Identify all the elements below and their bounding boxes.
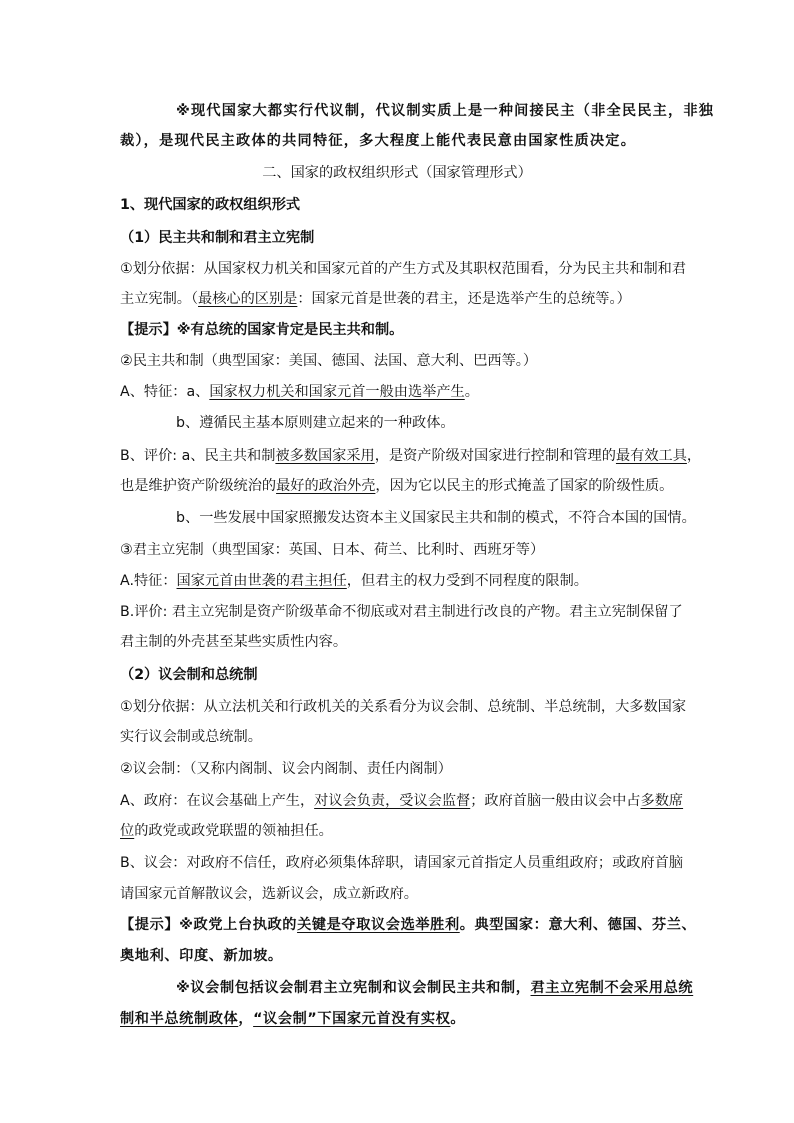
para-parliament-line2: 请国家元首解散议会，选新议会，成立新政府。	[120, 886, 418, 902]
para-republic-eval-line2	[120, 476, 680, 496]
text-segment: A、特征：a、	[120, 384, 210, 400]
para-republic-eval-b: b、一些发展中国家照搬发达资本主义国家民主共和制的模式，不符合本国的国情。	[176, 510, 696, 526]
text-segment: ，但君主的权力受到不同程度的限制。	[346, 573, 588, 589]
text-segment: 。	[450, 1011, 466, 1027]
underlined-text: 被多数国家采用	[275, 448, 375, 464]
para-parliament-basis-line2: 实行议会制或总统制。	[120, 729, 262, 745]
para-basis-line1: ①划分依据：从国家权力机关和国家元首的产生方式及其职权范围看，分为民主共和制和君	[120, 261, 687, 277]
text-segment: ，因为它以民主的形式掩盖了国家的阶级性质。	[375, 478, 674, 494]
para-parliament-line1: B、议会：对政府不信任，政府必须集体辞职，请国家元首指定人员重组政府；或政府首脑	[120, 855, 684, 871]
para-government-line2	[120, 821, 680, 841]
note-parliamentary-line1	[176, 978, 736, 998]
para-monarchy-title: ③君主立宪制（典型国家：英国、日本、荷兰、比利时、西班牙等）	[120, 542, 545, 558]
tip-party-line1	[120, 915, 697, 935]
para-monarchy-eval-line2: 君主制的外壳甚至某些实质性内容。	[120, 634, 348, 650]
underlined-text: 最有效工具	[615, 448, 687, 464]
text-segment: B、评价: a、民主共和制	[120, 448, 276, 464]
para-republic-feature-a	[120, 382, 680, 402]
text-segment: 的政党或政党联盟的领袖担任。	[134, 823, 333, 839]
para-parliamentary-title: ②议会制：（又称内阁制、议会内阁制、责任内阁制）	[120, 761, 452, 777]
text-segment: ※议会制包括议会制君主立宪制和议会制民主共和制，	[176, 980, 531, 996]
underlined-text: 最好的政治外壳	[276, 478, 376, 494]
text-segment: A、政府：在议会基础上产生，	[120, 793, 315, 809]
para-republic-feature-b: b、遵循民主基本原则建立起来的一种政体。	[176, 415, 455, 431]
para-republic-eval-line1	[120, 446, 702, 466]
text-segment: A.特征：	[120, 573, 177, 589]
text-segment: ，	[238, 1011, 254, 1027]
tip-president: 【提示】※有总统的国家肯定是民主共和制。	[120, 322, 404, 338]
subheading-1-2: （2）议会制和总统制	[120, 667, 258, 683]
underlined-text: 制和半总统制政体	[120, 1011, 239, 1027]
para-monarchy-eval-line1: B.评价: 君主立宪制是资产阶级革命不彻底或对君主制进行改良的产物。君主立宪制保留了	[120, 604, 683, 620]
note-parliamentary-line2	[120, 1009, 680, 1029]
text-segment: ，	[686, 448, 702, 464]
text-segment: 。典型国家：意大利、德国、芬兰、	[459, 917, 697, 933]
text-segment: ；政府首脑一般由议会中占	[470, 793, 641, 809]
underlined-text: 对议会负责，受议会监督	[314, 793, 471, 809]
text-segment: 也是维护资产阶级统治的	[120, 478, 277, 494]
note-representative-system-line1: ※现代国家大都实行代议制，代议制实质上是一种间接民主（非全民民主，非独	[176, 103, 715, 119]
para-monarchy-feature	[120, 571, 680, 591]
subheading-1-1: （1）民主共和制和君主立宪制	[120, 230, 315, 246]
underlined-text: 君主立宪制不会采用总统	[530, 980, 694, 996]
para-basis-line2	[120, 289, 680, 309]
text-segment: 主立宪制。（	[120, 291, 199, 307]
para-parliament-basis-line1: ①划分依据：从立法机关和行政机关的关系看分为议会制、总统制、半总统制，大多数国家	[120, 699, 687, 715]
underlined-text: 国家权力机关和国家元首一般由选举产生	[209, 384, 465, 400]
underlined-text: 多数席	[640, 793, 684, 809]
text-segment: 【提示】※政党上台执政的	[120, 917, 298, 933]
text-segment: ，是资产阶级对国家进行控制和管理的	[374, 448, 616, 464]
underlined-text: 国家元首由世袭的君主担任	[176, 573, 347, 589]
underlined-text: 位	[120, 823, 135, 839]
para-republic-title: ②民主共和制（典型国家：美国、德国、法国、意大利、巴西等。）	[120, 353, 538, 369]
tip-party-line2: 奥地利、印度、新加坡。	[120, 948, 283, 964]
underlined-text: 最核心的区别是	[198, 291, 298, 307]
underlined-text: 关键是夺取议会选举胜利	[297, 917, 460, 933]
underlined-text: “议会制”下国家元首没有实权	[253, 1011, 451, 1027]
para-government-line1	[120, 791, 684, 811]
subheading-1: 1、现代国家的政权组织形式	[120, 197, 301, 213]
section-heading: 二、国家的政权组织形式（国家管理形式）	[262, 165, 532, 181]
text-segment: 。	[464, 384, 479, 400]
note-representative-system-line2: 裁），是现代民主政体的共同特征，多大程度上能代表民意由国家性质决定。	[120, 133, 637, 149]
text-segment: ：国家元首是世袭的君主，还是选举产生的总统等。）	[297, 291, 631, 307]
